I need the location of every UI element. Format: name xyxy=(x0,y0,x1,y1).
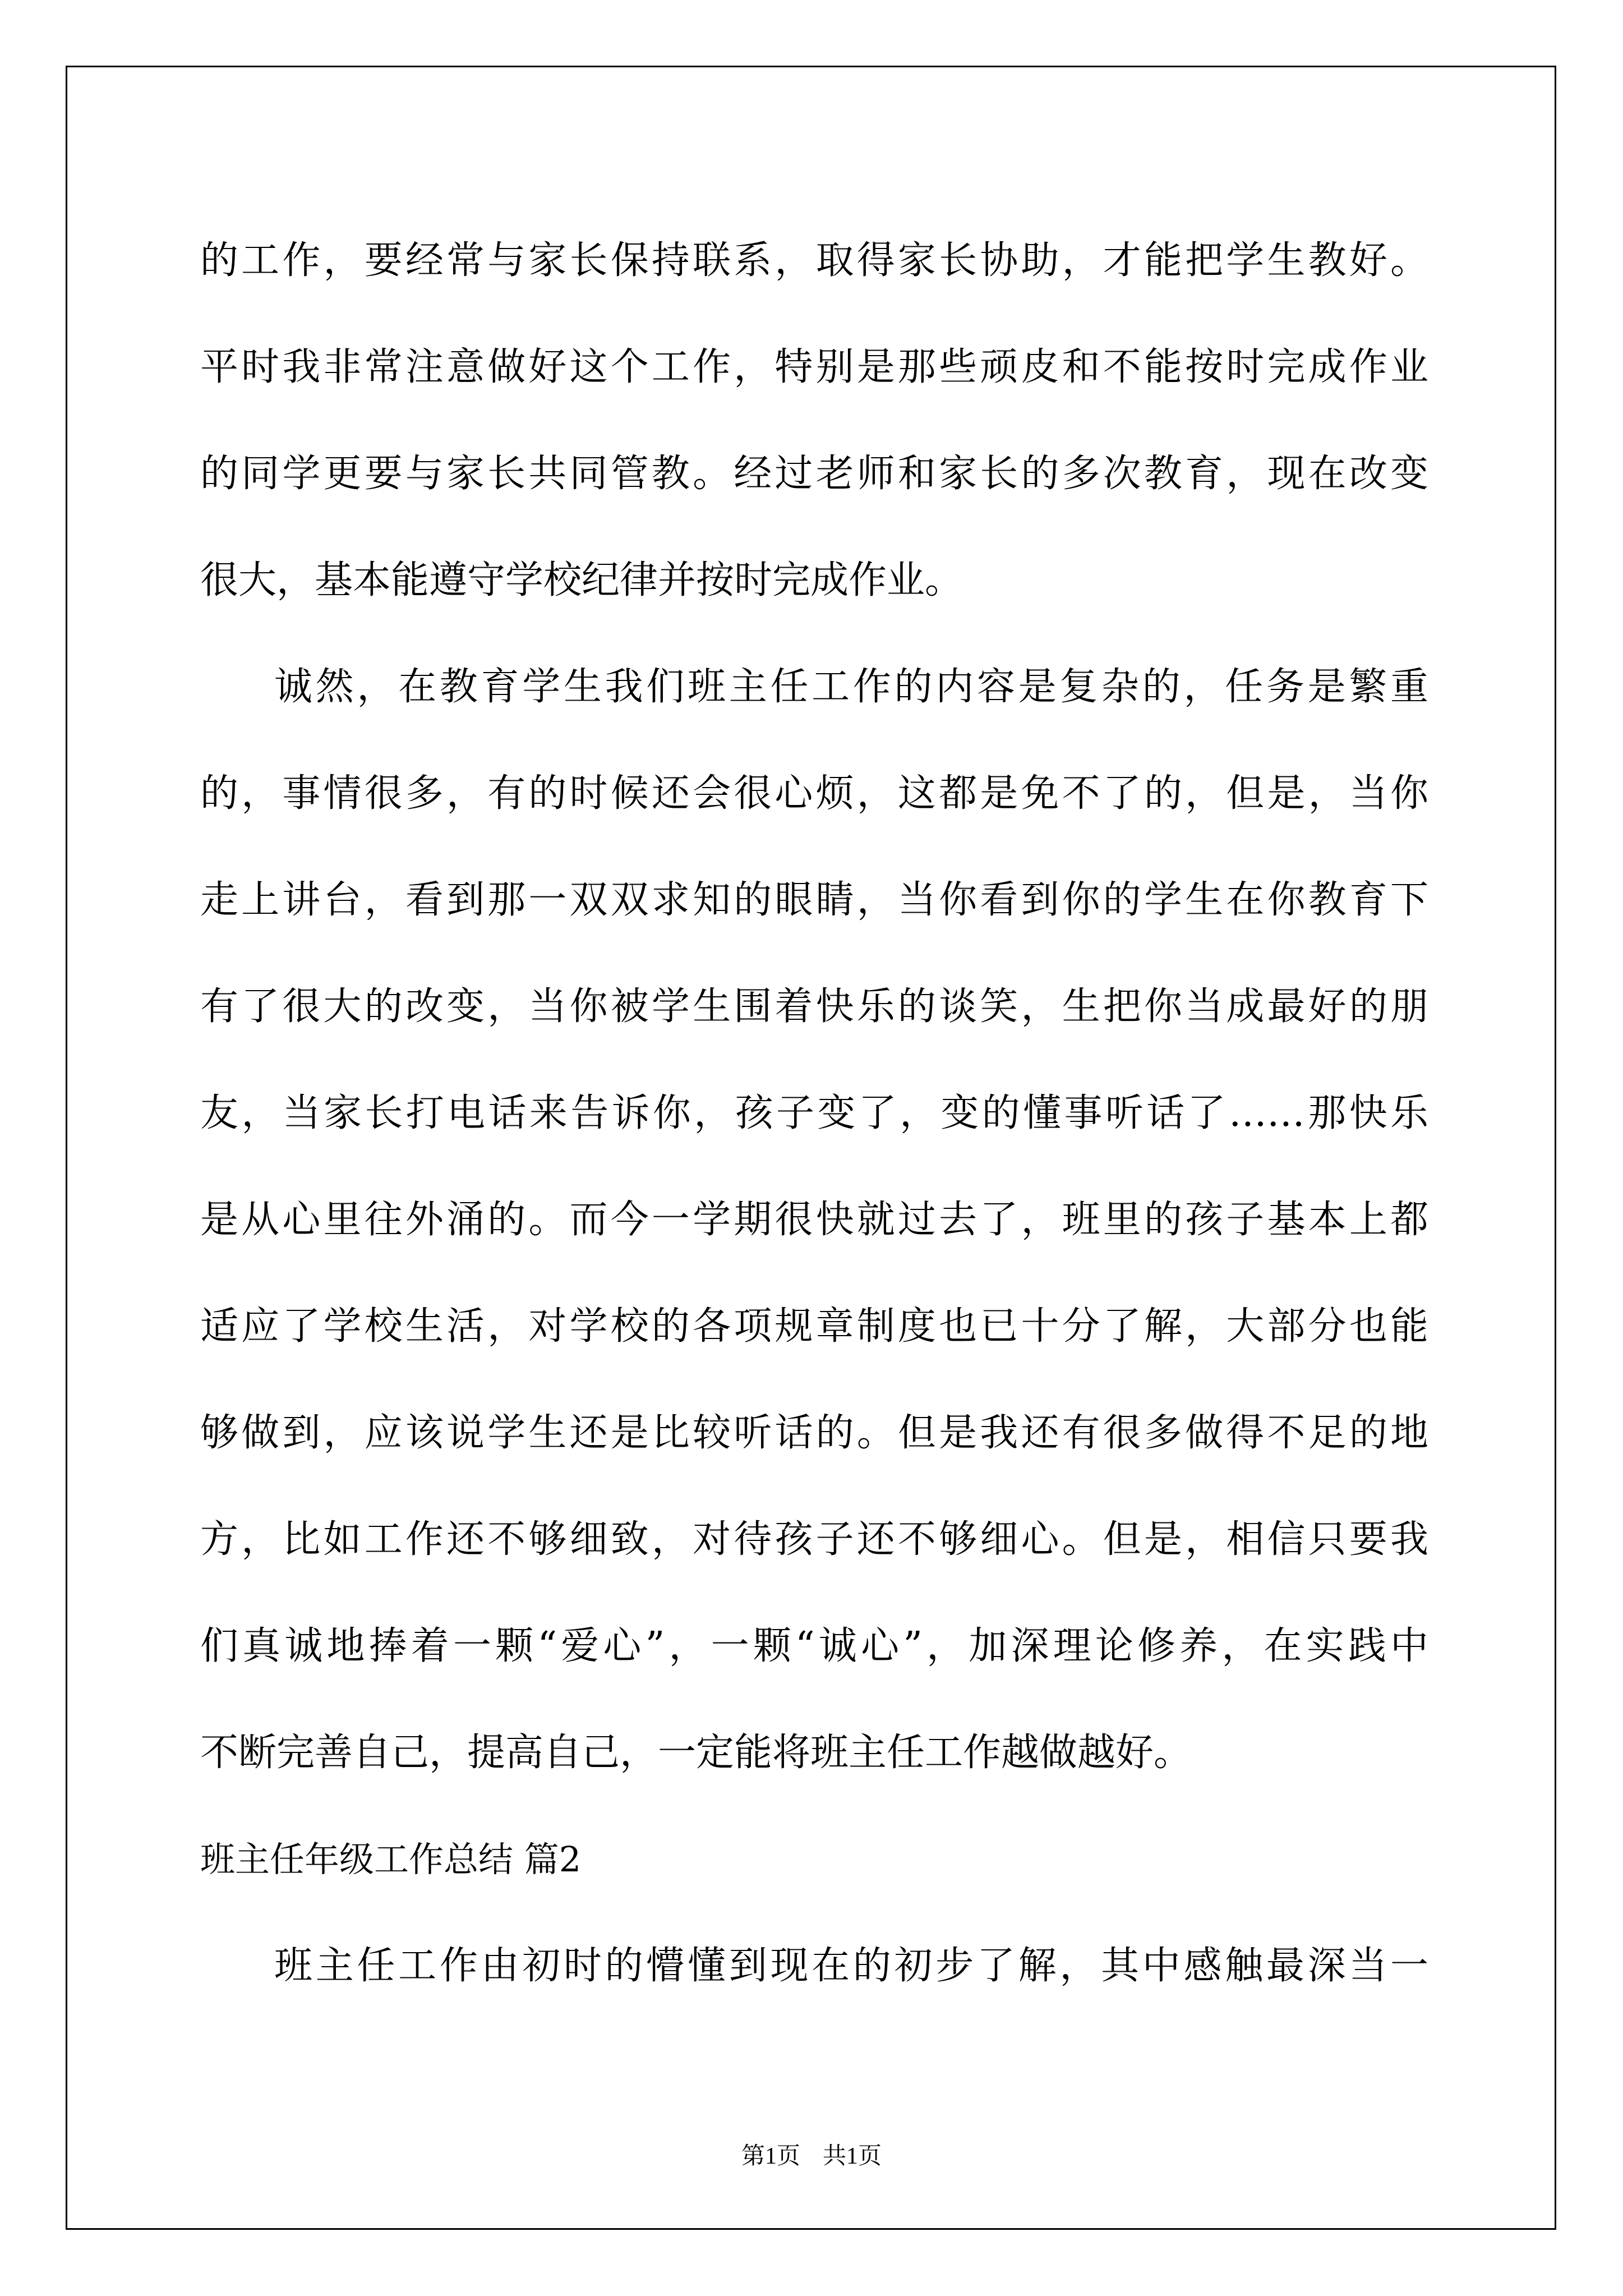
paragraph-line: 的，事情很多，有的时候还会很心烦，这都是免不了的，但是，当你 xyxy=(200,771,1428,816)
paragraph-line: 很大，基本能遵守学校纪律并按时完成作业。 xyxy=(200,558,963,602)
paragraph-line: 有了很大的改变，当你被学生围着快乐的谈笑，生把你当成最好的朋 xyxy=(200,984,1428,1029)
paragraph-line: 平时我非常注意做好这个工作，特别是那些顽皮和不能按时完成作业 xyxy=(200,345,1428,389)
paragraph-line: 的工作，要经常与家长保持联系，取得家长协助，才能把学生教好。 xyxy=(200,238,1428,283)
paragraph-line: 是从心里往外涌的。而今一学期很快就过去了，班里的孩子基本上都 xyxy=(200,1198,1428,1242)
paragraph-line: 们真诚地捧着一颗“爱心”，一颗“诚心”，加深理论修养，在实践中 xyxy=(200,1624,1428,1668)
paragraph-line: 不断完善自己，提高自己，一定能将班主任工作越做越好。 xyxy=(200,1731,1192,1775)
paragraph-line: 班主任工作由初时的懵懂到现在的初步了解，其中感触最深当一 xyxy=(274,1944,1428,1988)
document-body xyxy=(200,208,1428,2019)
section-heading: 班主任年级工作总结 篇2 xyxy=(200,1839,582,1880)
paragraph-line: 方，比如工作还不够细致，对待孩子还不够细心。但是，相信只要我 xyxy=(200,1517,1428,1562)
paragraph-line: 够做到，应该说学生还是比较听话的。但是我还有很多做得不足的地 xyxy=(200,1411,1428,1455)
paragraph-line: 诚然，在教育学生我们班主任工作的内容是复杂的，任务是繁重 xyxy=(274,665,1428,709)
page-total: 共1页 xyxy=(823,2143,882,2169)
page-number: 第1页 xyxy=(741,2143,800,2169)
paragraph-line: 友，当家长打电话来告诉你，孩子变了，变的懂事听话了……那快乐 xyxy=(200,1091,1428,1135)
paragraph-line: 的同学更要与家长共同管教。经过老师和家长的多次教育，现在改变 xyxy=(200,452,1428,496)
paragraph-line: 走上讲台，看到那一双双求知的眼睛，当你看到你的学生在你教育下 xyxy=(200,878,1428,922)
paragraph-line: 适应了学校生活，对学校的各项规章制度也已十分了解，大部分也能 xyxy=(200,1304,1428,1349)
page-footer xyxy=(0,2137,1623,2171)
